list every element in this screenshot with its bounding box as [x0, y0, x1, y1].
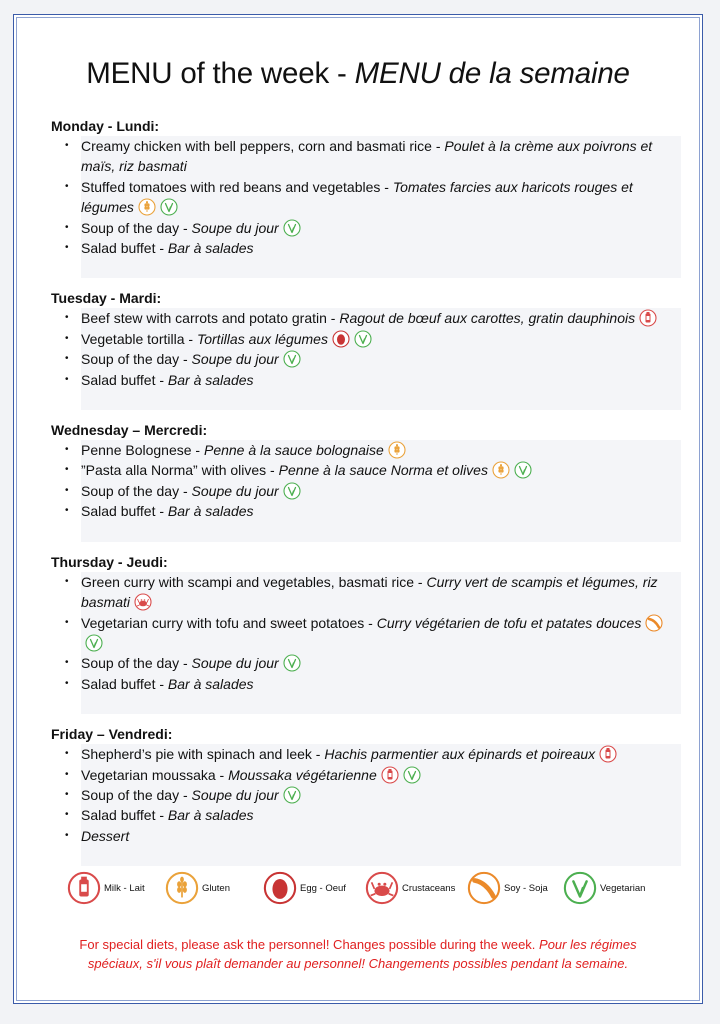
- vegetarian-icon: [283, 482, 301, 500]
- dish-list: [81, 136, 681, 278]
- day-section: [51, 552, 691, 714]
- dish-item: [81, 674, 681, 694]
- day-title: Wednesday – Mercredi:: [51, 422, 208, 439]
- day-title: Thursday - Jeudi:: [51, 553, 168, 570]
- note-french: Pour les régimes spéciaux, s'il vous plaît demander au personnel! Changements possibles pendant la semaine.: [87, 937, 637, 971]
- dish-french: Tortillas aux légumes: [196, 330, 328, 347]
- dish-item: [81, 481, 681, 501]
- legend-label: Milk - Lait: [104, 882, 145, 894]
- dish-item: [81, 218, 681, 238]
- dish-french: Bar à salades: [167, 675, 254, 692]
- dish-french: Curry vert de scampis et légumes, riz basmati: [81, 573, 658, 611]
- dish-french: Penne à la sauce bolognaise: [203, 442, 384, 459]
- dish-english: Salad buffet -: [81, 371, 168, 388]
- dish-item: [81, 136, 681, 177]
- dish-french: Bar à salades: [167, 371, 254, 388]
- legend-item: [67, 868, 145, 908]
- crustaceans-icon: [134, 593, 152, 611]
- days-list: [51, 116, 691, 876]
- day-title: Monday - Lundi:: [51, 118, 160, 134]
- dish-french: Moussaka végétarienne: [228, 766, 377, 783]
- egg-icon: [332, 330, 350, 348]
- legend-item: [467, 868, 548, 908]
- dish-item: [81, 613, 681, 654]
- dish-english: Vegetarian curry with tofu and sweet potatoes -: [81, 614, 377, 631]
- dish-list: [81, 440, 681, 542]
- dish-item: [81, 349, 681, 369]
- legend-label: Crustaceans: [402, 882, 456, 894]
- crustaceans-icon: [365, 871, 399, 905]
- dish-french: Soupe du jour: [191, 219, 279, 236]
- dish-item: [81, 805, 681, 825]
- milk-icon: [67, 871, 101, 905]
- dish-item: [81, 308, 681, 328]
- day-section: [51, 420, 691, 542]
- vegetarian-icon: [514, 461, 532, 479]
- gluten-icon: [165, 871, 199, 905]
- vegetarian-icon: [563, 871, 597, 905]
- gluten-icon: [388, 441, 406, 459]
- dish-french: Bar à salades: [167, 807, 254, 824]
- dish-item: [81, 440, 681, 460]
- day-section: [51, 724, 691, 866]
- dish-french: Soupe du jour: [191, 482, 279, 499]
- legend-label: Vegetarian: [600, 882, 646, 894]
- menu-sheet: [13, 14, 703, 1004]
- dish-list: [81, 572, 681, 714]
- egg-icon: [263, 871, 297, 905]
- dish-item: [81, 177, 681, 218]
- title-english: MENU of the week -: [86, 57, 355, 90]
- soy-icon: [467, 871, 501, 905]
- title-french: MENU de la semaine: [354, 57, 630, 90]
- dish-french: Bar à salades: [167, 503, 254, 520]
- dish-french: Poulet à la crème aux poivrons et maïs, riz basmati: [81, 138, 653, 175]
- dish-english: Soup of the day -: [81, 655, 192, 672]
- vegetarian-icon: [403, 766, 421, 784]
- day-section: [51, 288, 691, 410]
- dish-list: [81, 308, 681, 410]
- dish-english: Soup of the day -: [81, 482, 192, 499]
- vegetarian-icon: [283, 654, 301, 672]
- legend-item: [165, 868, 230, 908]
- dish-item: [81, 370, 681, 390]
- dish-item: [81, 501, 681, 521]
- dish-item: [81, 744, 681, 764]
- day-title: Friday – Vendredi:: [51, 726, 173, 743]
- dish-french: Penne à la sauce Norma et olives: [278, 462, 488, 479]
- legend-label: Egg - Oeuf: [300, 882, 346, 894]
- special-diets-note: [54, 935, 662, 973]
- vegetarian-icon: [160, 198, 178, 216]
- dish-english: Soup of the day -: [81, 351, 192, 368]
- milk-icon: [599, 745, 617, 763]
- dish-item: [81, 765, 681, 785]
- dish-french: Hachis parmentier aux épinards et poireaux: [324, 746, 596, 763]
- dish-french: Soupe du jour: [191, 655, 279, 672]
- dish-english: Vegetarian moussaka -: [81, 766, 229, 783]
- soy-icon: [645, 614, 663, 632]
- dish-english: Soup of the day -: [81, 219, 192, 236]
- legend-label: Soy - Soja: [504, 882, 548, 894]
- dish-english: Creamy chicken with bell peppers, corn and basmati rice -: [81, 138, 445, 154]
- note-english: For special diets, please ask the personnel! Changes possible during the week.: [79, 937, 540, 952]
- dish-item: [81, 826, 681, 846]
- dish-french: Soupe du jour: [191, 786, 279, 803]
- dish-english: Soup of the day -: [81, 786, 192, 803]
- dish-item: [81, 329, 681, 349]
- dish-french: Tomates farcies aux haricots rouges et légumes: [81, 178, 633, 216]
- day-title: Tuesday - Mardi:: [51, 290, 162, 307]
- dish-english: ”Pasta alla Norma” with olives -: [81, 462, 279, 479]
- dish-english: Vegetable tortilla -: [81, 330, 197, 347]
- dish-english: Shepherd’s pie with spinach and leek -: [81, 746, 325, 763]
- legend-item: [365, 868, 455, 908]
- milk-icon: [381, 766, 399, 784]
- allergen-legend: [67, 868, 677, 908]
- dish-item: [81, 572, 681, 613]
- vegetarian-icon: [354, 330, 372, 348]
- vegetarian-icon: [283, 219, 301, 237]
- dish-item: [81, 785, 681, 805]
- dish-english: Salad buffet -: [81, 807, 168, 824]
- vegetarian-icon: [283, 786, 301, 804]
- dish-english: Stuffed tomatoes with red beans and vegetables -: [81, 178, 393, 195]
- vegetarian-icon: [283, 350, 301, 368]
- legend-label: Gluten: [202, 882, 230, 894]
- day-section: [51, 116, 691, 278]
- dish-item: [81, 238, 681, 258]
- dish-french: Dessert: [81, 827, 130, 844]
- legend-item: [263, 868, 346, 908]
- dish-list: [81, 744, 681, 866]
- gluten-icon: [492, 461, 510, 479]
- vegetarian-icon: [85, 634, 103, 652]
- dish-english: Green curry with scampi and vegetables, basmati rice -: [81, 573, 427, 590]
- dish-english: Salad buffet -: [81, 675, 168, 692]
- dish-english: Salad buffet -: [81, 503, 168, 520]
- dish-english: Salad buffet -: [81, 240, 168, 257]
- dish-english: Penne Bolognese -: [81, 442, 204, 459]
- dish-french: Soupe du jour: [191, 351, 279, 368]
- dish-item: [81, 460, 681, 480]
- gluten-icon: [138, 198, 156, 216]
- page-title: [14, 57, 702, 91]
- dish-french: Bar à salades: [167, 240, 254, 257]
- dish-french: Ragout de bœuf aux carottes, gratin dauphinois: [339, 310, 636, 327]
- milk-icon: [639, 309, 657, 327]
- legend-item: [563, 868, 645, 908]
- dish-item: [81, 653, 681, 673]
- dish-english: Beef stew with carrots and potato gratin -: [81, 310, 340, 327]
- dish-french: Curry végétarien de tofu et patates douces: [376, 614, 642, 631]
